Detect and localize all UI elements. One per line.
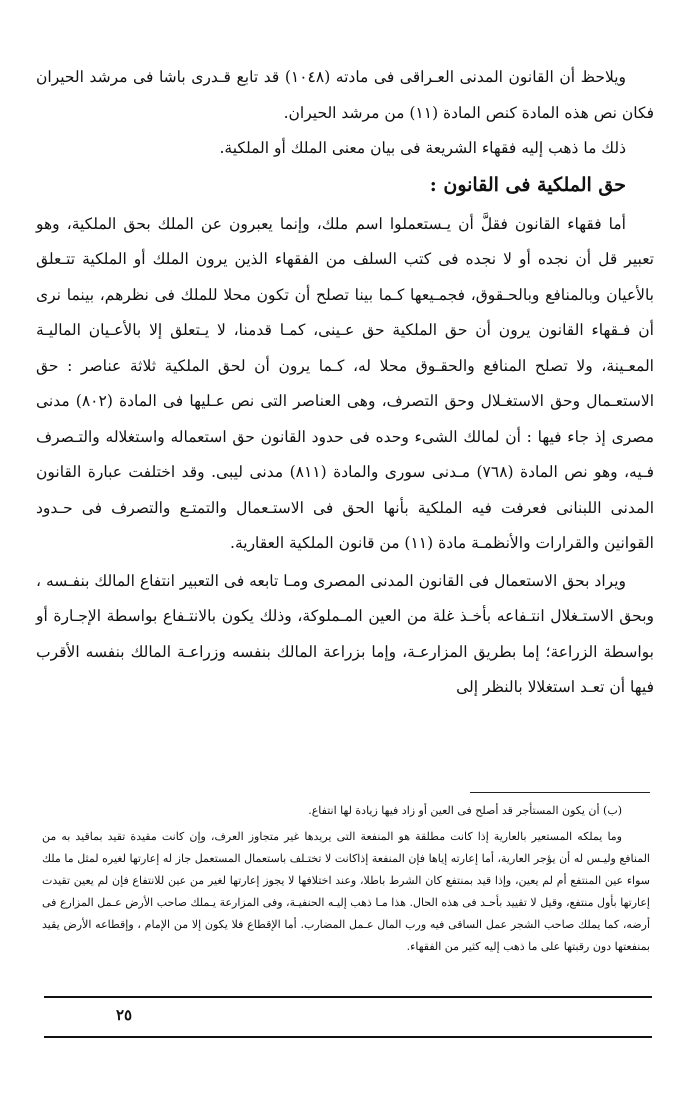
paragraph-sharia-jurists: ذلك ما ذهب إليه فقهاء الشريعة فى بيان معنى الملك أو الملكية. xyxy=(219,139,626,157)
footnote-b: (ب) أن يكون المستأجر قد أصلح فى العين أو زاد فيها زيادة لها انتفاع. xyxy=(308,804,622,817)
footnote-divider xyxy=(470,792,650,793)
page-number: ٢٥ xyxy=(115,1006,133,1024)
footer-rule-bottom xyxy=(44,1036,652,1038)
footnotes xyxy=(42,800,650,958)
paragraph-right-of-use: ويراد بحق الاستعمال فى القانون المدنى المصرى ومـا تابعه فى التعبير انتفاع المالك بنفـسه ، وبحق الاستـغلال انتـفاعه بأخـذ غلة من العين المـملوكة، وذلك يكون بالانتـفاع بواسطة الإجـارة أو بواسطة الزراعة؛ إما بطريق المزارعـة، وإما بزراعة المالك بنفسه وزراعـة المالك بنفسه الأقرب فيها أن تعـد استغلالا بالنظر إلى xyxy=(36,571,654,696)
footnote-borrower: وما يملكه المستعير بالعارية إذا كانت مطلقة هو المنفعة التى يريدها غير متجاوز العرف، وإن كانت مقيدة تقيد بماقيد به من المنافع وليـس له أن يؤجر العارية، أما إعارته إياها فإن المنفعة إذاكانت لا تختـلف باستعمال المستعمل جاز له إعارتها لغيره لمثل ما ملك سواء عين المنتفع أم لم يعين، وإذا قيد بمنتفع كان الشرط باطلا، وعند اختلافها لا يجوز إعارتها لغير من عين للانتفاع فإن لم يعين تقيدت إعارتها بأول منتفع، وقيل لا تقييد بأحـد فى هذه الحال. هذا مـا ذهب إليـه الحنفيـة، وفى المزارعة يـملك صاحب الأرض عـمل المزارع فى أرضه، كما يملك صاحب الشجر عمل الساقى فيه ورب المال عـمل المضارب. أما الإقطاع فلا يكون إلا من الإمام ، وإقطاعه الأرض يقيد بمنفعتها دون رقبتها على ما ذهب إليه كثير من الفقهاء. xyxy=(42,830,650,953)
section-heading-ownership-right: حق الملكية فى القانون : xyxy=(429,173,626,196)
paragraph-law-jurists: أما فقهاء القانون فقلَّ أن يـستعملوا اسم ملك، وإنما يعبرون عن الملك بحق الملكية، وهو تعبير قل أن نجده أو لا نجده فى كتب السلف من الفقهاء الذين يرون الملك أو الملكية تتـعلق بالأعيان وبالمنافع وبالحـقوق، فجمـيعها كـما بينا تصلح أن تكون محلا للملك فى نظرهم، بينما نرى أن فـقهاء القانون يرون أن حق الملكية حق عـينى، كمـا قدمنا، لا يـتعلق إلا بالأعـيان الماليـة المعـينة، ولا تصلح المنافع والحقـوق محلا له، كـما يرون أن لحق الملكية ثلاثة عناصر : حق الاستعـمال وحق الاستغـلال وحق التصرف، وهى العناصر التى نص عـليها فى المادة (٨٠٢) مدنى مصرى إذ جاء فيها : أن لمالك الشىء وحده فى حدود القانون حق استعماله واستغلاله والتـصرف فـيه، وهو نص المادة (٧٦٨) مـدنى سورى والمادة (٨١١) مدنى ليبى. وقد اختلفت عبارة القانون المدنى اللبنانى فعرفت فيه الملكية بأنها الحق فى الاستـعمال والتمتـع والتصرف فى حـدود القوانين والقرارات والأنظمـة مادة (١١) من قانون الملكية العقارية. xyxy=(36,214,654,552)
footer-rule-top xyxy=(44,996,652,998)
paragraph-iraqi-civil-law: ويلاحظ أن القانون المدنى العـراقى فى مادته (١٠٤٨) قد تابع قـدرى باشا فى مرشد الحيران فكان نص هذه المادة كنص المادة (١١) من مرشد الحيران. xyxy=(36,68,654,122)
